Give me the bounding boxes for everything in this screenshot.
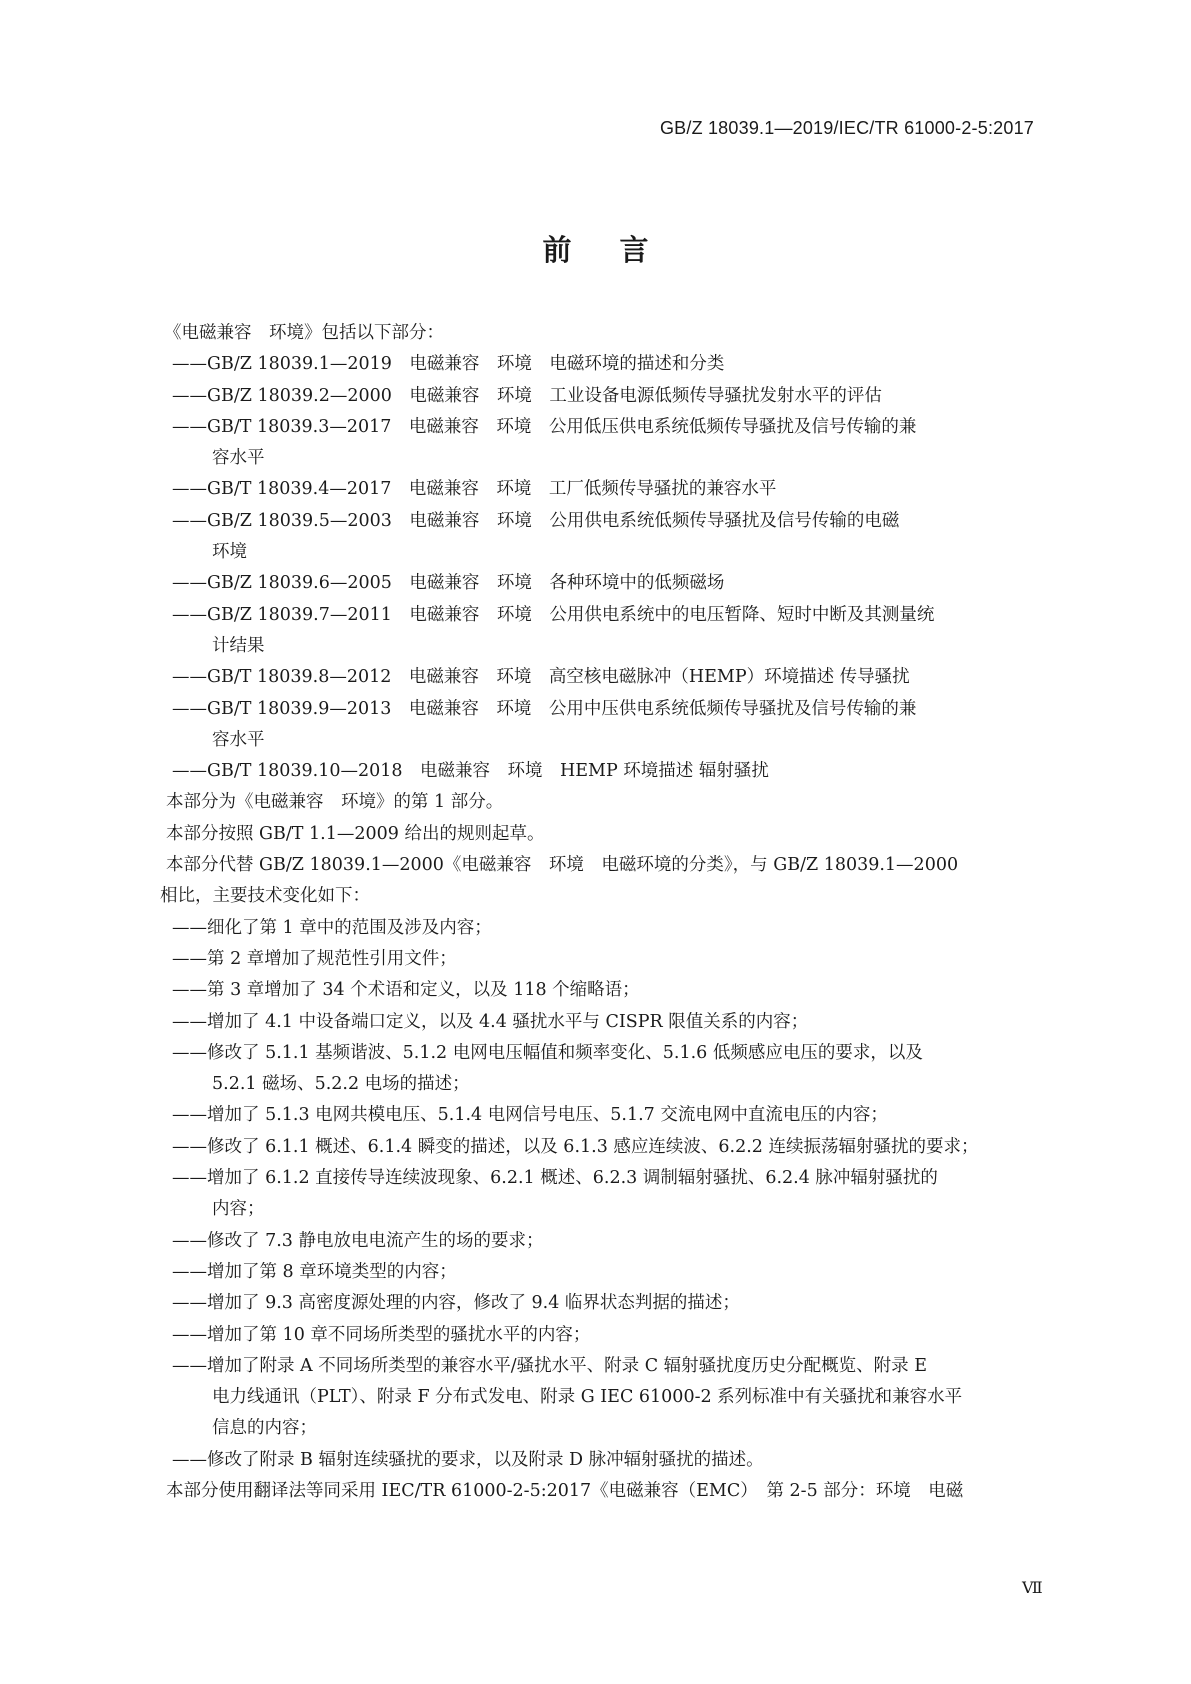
list-item: ——GB/Z 18039.2—2000 电磁兼容 环境 工业设备电源低频传导骚扰发射水平的评估 xyxy=(172,385,882,406)
paragraph-line: 本部分使用翻译法等同采用 IEC/TR 61000-2-5:2017《电磁兼容（EMC） 第 2-5 部分：环境 电磁 xyxy=(166,1480,964,1501)
list-item: ——GB/T 18039.10—2018 电磁兼容 环境 HEMP 环境描述 辐射骚扰 xyxy=(172,761,769,782)
list-item: ——第 2 章增加了规范性引用文件； xyxy=(172,948,457,969)
list-item: ——GB/T 18039.9—2013 电磁兼容 环境 公用中压供电系统低频传导骚扰及信号传输的兼 xyxy=(172,698,917,719)
paragraph-line: 本部分代替 GB/Z 18039.1—2000《电磁兼容 环境 电磁环境的分类》，与 GB/Z 18039.1—2000 xyxy=(166,855,959,876)
paragraph-line: 5.2.1 磁场、5.2.2 电场的描述； xyxy=(212,1074,470,1095)
paragraph-line: 相比，主要技术变化如下： xyxy=(160,886,370,907)
list-item: ——修改了 6.1.1 概述、6.1.4 瞬变的描述，以及 6.1.3 感应连续波、6.2.2 连续振荡辐射骚扰的要求； xyxy=(172,1136,979,1157)
paragraph-line: 容水平 xyxy=(212,448,265,469)
paragraph-line: 环境 xyxy=(212,542,247,563)
paragraph-line: 容水平 xyxy=(212,729,265,750)
list-item: ——修改了 7.3 静电放电电流产生的场的要求； xyxy=(172,1230,544,1251)
document-body xyxy=(160,318,1052,1507)
page-number: Ⅶ xyxy=(1022,1578,1043,1597)
list-item: ——修改了 5.1.1 基频谐波、5.1.2 电网电压幅值和频率变化、5.1.6 低频感应电压的要求，以及 xyxy=(172,1042,923,1063)
list-item: ——GB/T 18039.3—2017 电磁兼容 环境 公用低压供电系统低频传导骚扰及信号传输的兼 xyxy=(172,416,917,437)
paragraph-line: 计结果 xyxy=(212,635,265,656)
list-item: ——GB/T 18039.4—2017 电磁兼容 环境 工厂低频传导骚扰的兼容水平 xyxy=(172,479,777,500)
list-item: ——增加了 4.1 中设备端口定义，以及 4.4 骚扰水平与 CISPR 限值关系的内容； xyxy=(172,1011,809,1032)
list-item: ——第 3 章增加了 34 个术语和定义，以及 118 个缩略语； xyxy=(172,980,640,1001)
page-title: 前言 xyxy=(542,233,697,267)
paragraph-line: 《电磁兼容 环境》包括以下部分： xyxy=(164,323,444,343)
paragraph-line: 电力线通讯（PLT）、附录 F 分布式发电、附录 G IEC 61000-2 系列标准中有关骚扰和兼容水平 xyxy=(212,1387,963,1408)
list-item: ——增加了第 8 章环境类型的内容； xyxy=(172,1261,457,1282)
list-item: ——GB/Z 18039.5—2003 电磁兼容 环境 公用供电系统低频传导骚扰及信号传输的电磁 xyxy=(172,510,900,531)
list-item: ——增加了 9.3 高密度源处理的内容，修改了 9.4 临界状态判据的描述； xyxy=(172,1293,740,1314)
paragraph-line: 本部分为《电磁兼容 环境》的第 1 部分。 xyxy=(166,792,504,813)
list-item: ——修改了附录 B 辐射连续骚扰的要求，以及附录 D 脉冲辐射骚扰的描述。 xyxy=(172,1449,764,1470)
standard-code-header: GB/Z 18039.1—2019/IEC/TR 61000-2-5:2017 xyxy=(659,118,1034,138)
list-item: ——细化了第 1 章中的范围及涉及内容； xyxy=(172,917,492,938)
list-item: ——GB/Z 18039.1—2019 电磁兼容 环境 电磁环境的描述和分类 xyxy=(172,354,725,375)
list-item: ——增加了附录 A 不同场所类型的兼容水平/骚扰水平、附录 C 辐射骚扰度历史分配概览、附录 E xyxy=(172,1355,928,1376)
list-item: ——增加了 5.1.3 电网共模电压、5.1.4 电网信号电压、5.1.7 交流电网中直流电压的内容； xyxy=(172,1105,888,1126)
paragraph-line: 本部分按照 GB/T 1.1—2009 给出的规则起草。 xyxy=(166,823,545,844)
list-item: ——GB/Z 18039.7—2011 电磁兼容 环境 公用供电系统中的电压暂降、短时中断及其测量统 xyxy=(172,604,935,625)
paragraph-line: 信息的内容； xyxy=(212,1418,317,1439)
paragraph-line: 内容； xyxy=(212,1199,265,1220)
list-item: ——增加了 6.1.2 直接传导连续波现象、6.2.1 概述、6.2.3 调制辐射骚扰、6.2.4 脉冲辐射骚扰的 xyxy=(172,1168,938,1189)
list-item: ——GB/Z 18039.6—2005 电磁兼容 环境 各种环境中的低频磁场 xyxy=(172,573,725,594)
list-item: ——GB/T 18039.8—2012 电磁兼容 环境 高空核电磁脉冲（HEMP）环境描述 传导骚扰 xyxy=(172,667,910,688)
list-item: ——增加了第 10 章不同场所类型的骚扰水平的内容； xyxy=(172,1324,591,1345)
